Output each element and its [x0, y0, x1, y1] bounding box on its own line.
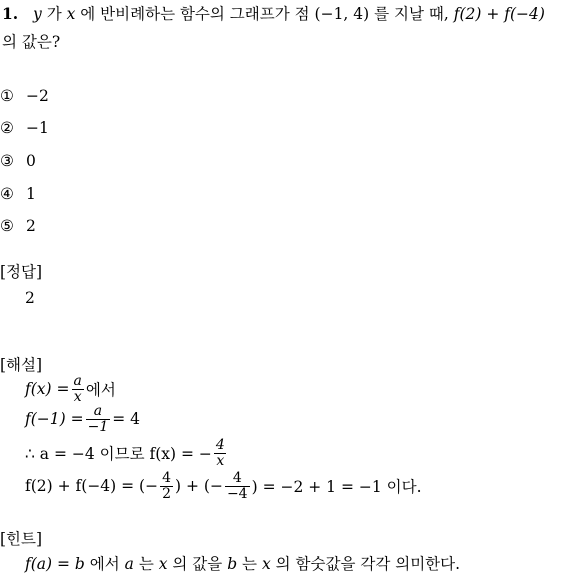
choice-mark: ② [0, 119, 14, 137]
answer-value: 2 [25, 289, 35, 307]
explanation-text: = 4 [112, 410, 141, 429]
explanation-line-1 [25, 374, 116, 404]
explanation-expr: f(x) = [25, 380, 70, 399]
choice-mark: ③ [0, 152, 14, 170]
var-y: y [33, 5, 42, 23]
explanation-label: [해설] [0, 356, 43, 374]
fraction: $\frac{4}{2}$ [162, 470, 172, 502]
explanation-text: ) = −2 + 1 = −1 이다. [251, 478, 422, 497]
explanation-line-3 [25, 438, 229, 468]
var-x: x [66, 5, 76, 23]
choice-1[interactable] [0, 87, 49, 105]
explanation-text: 에서 [85, 381, 116, 400]
question-expression: f(2) + f(−4) [453, 5, 545, 23]
answer-label: [정답] [0, 263, 43, 281]
explanation-text: ) + (− [175, 477, 223, 496]
choice-value: −2 [26, 87, 49, 105]
choice-mark: ⑤ [0, 217, 14, 235]
choice-value: 2 [26, 217, 36, 235]
choice-mark: ④ [0, 185, 14, 203]
choice-value: 0 [26, 152, 36, 170]
choice-value: 1 [26, 185, 36, 203]
question-text-2: 에 반비례하는 함수의 그래프가 점 (−1, 4) 를 지날 때, [75, 5, 454, 23]
choice-4[interactable] [0, 185, 36, 203]
choice-2[interactable] [0, 119, 49, 137]
choice-3[interactable] [0, 152, 36, 170]
explanation-line-2 [25, 404, 140, 434]
hint-text: f(a) = b 에서 a 는 x 의 값을 b 는 x 의 함숫값을 각각 의미한다. [25, 555, 461, 573]
choice-value: −1 [26, 119, 49, 137]
fraction: $\frac{4}{x}$ [215, 437, 225, 469]
question-number: 1. [2, 4, 19, 23]
hint-label: [힌트] [0, 530, 43, 548]
explanation-expr: f(−1) = [25, 410, 84, 429]
fraction: $\frac{a}{x}$ [73, 373, 82, 405]
explanation-text: f(2) + f(−4) = (− [25, 477, 159, 496]
question-text-1: 가 [41, 5, 67, 23]
question-line-1 [2, 2, 545, 24]
question-line-2: 의 값은? [2, 33, 61, 51]
choice-mark: ① [0, 87, 14, 105]
fraction: $\frac{4}{-4}$ [226, 470, 248, 502]
explanation-text: ∴ a = −4 이므로 f(x) = − [25, 445, 212, 464]
choice-5[interactable] [0, 217, 36, 235]
fraction: $\frac{a}{-1}$ [87, 403, 109, 435]
explanation-line-4 [25, 471, 422, 501]
